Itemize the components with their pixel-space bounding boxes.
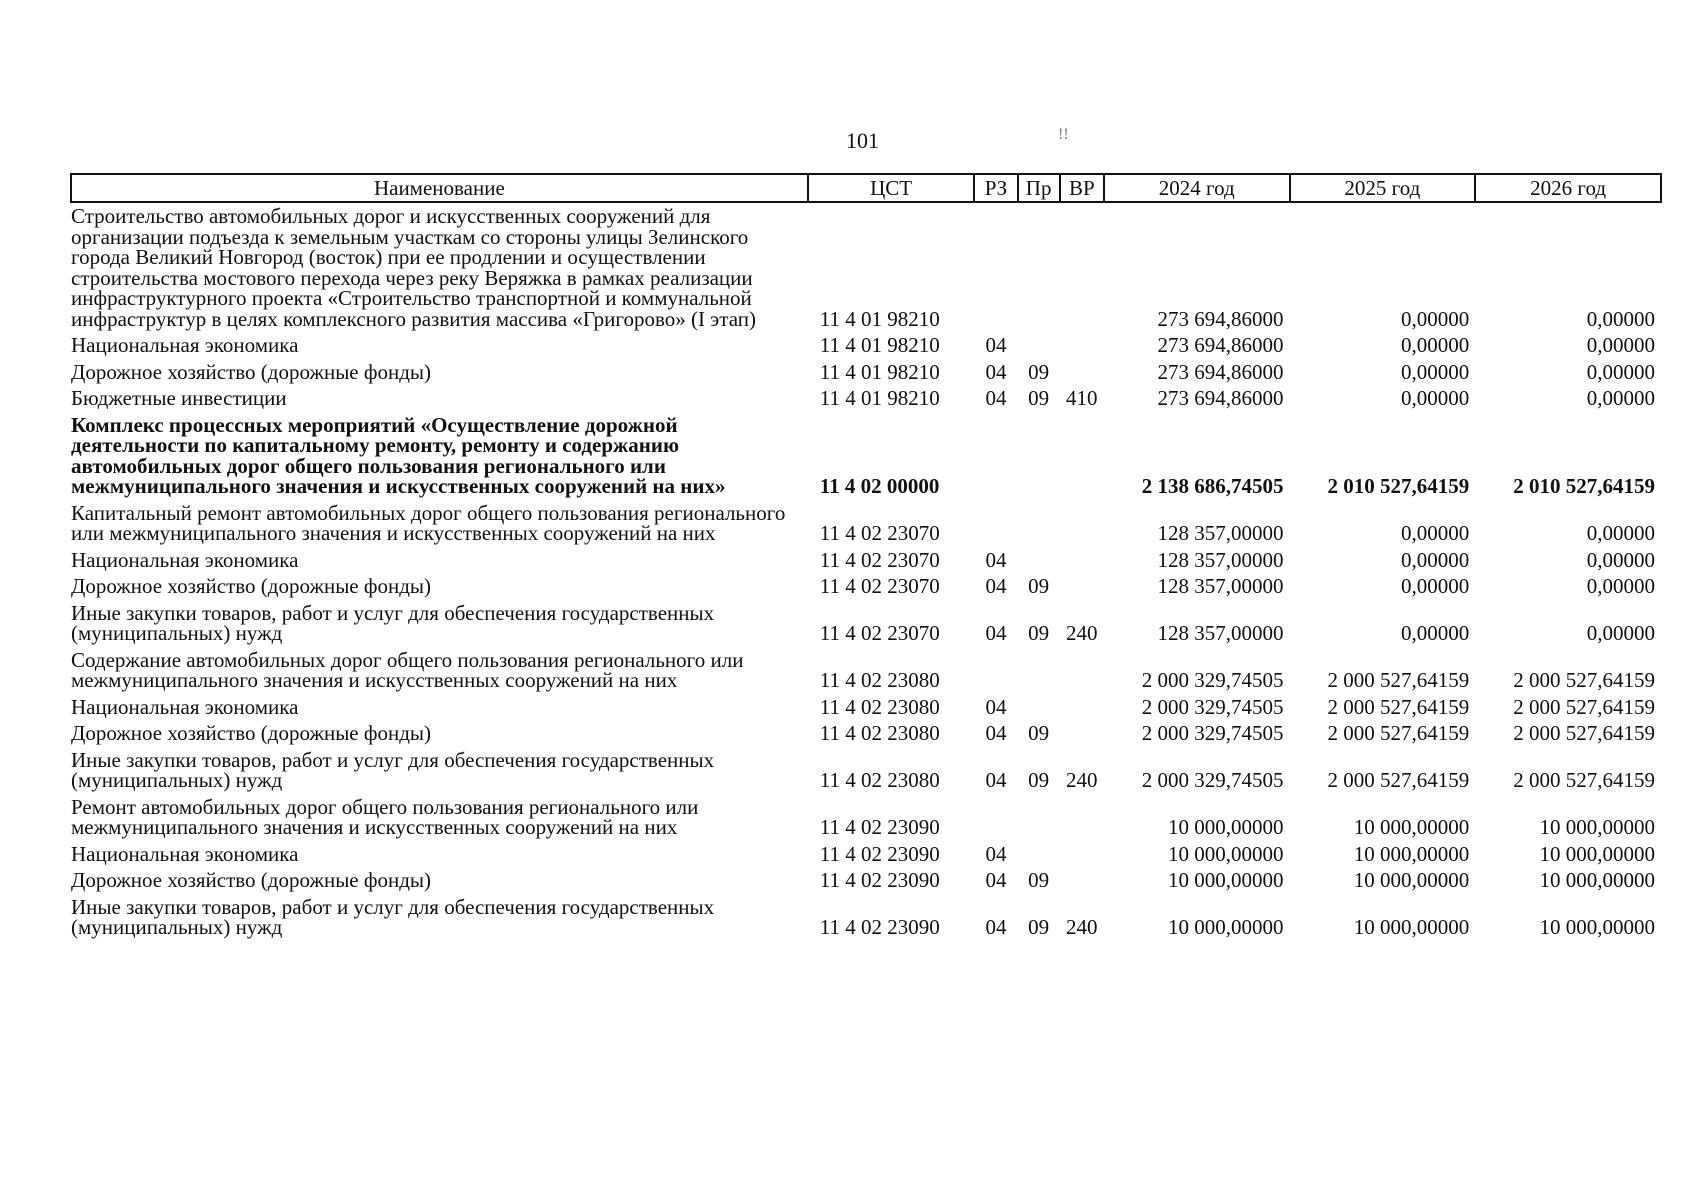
cell-2026: 10 000,00000 xyxy=(1539,841,1655,866)
cell-name: Иные закупки товаров, работ и услуг для обеспечения государственных (муниципальных) нужд xyxy=(71,747,715,792)
cell-rz: 04 xyxy=(985,359,1007,384)
page-mark: !! xyxy=(1058,126,1069,143)
budget-table xyxy=(70,173,1662,941)
header-vr: ВР xyxy=(1060,174,1104,202)
cell-name: Комплекс процессных мероприятий «Осуществление дорожной деятельности по капитальному ремонту, ремонту и содержанию автомобильных дорог общего пользования регионального или межмуниципального значения и искусственных сооружений на них» xyxy=(71,412,726,498)
cell-2024: 273 694,86000 xyxy=(1157,386,1284,410)
cell-2026: 0,00000 xyxy=(1586,333,1655,357)
cell-2026: 0,00000 xyxy=(1586,306,1655,331)
table-header xyxy=(71,174,1661,202)
table-row xyxy=(71,359,1661,386)
cell-pr: 09 xyxy=(1028,386,1050,410)
cell-vr xyxy=(1060,573,1104,600)
cell-name: Иные закупки товаров, работ и услуг для обеспечения государственных (муниципальных) нужд xyxy=(71,894,715,939)
cell-2026: 0,00000 xyxy=(1586,521,1655,545)
cell-2024: 2 000 329,74505 xyxy=(1141,768,1284,792)
cell-2025: 0,00000 xyxy=(1400,521,1470,545)
table-row xyxy=(71,747,1661,794)
cell-pr xyxy=(1018,841,1060,868)
cell-rz: 04 xyxy=(985,768,1007,792)
table-row xyxy=(71,573,1661,600)
cell-2026: 2 000 527,64159 xyxy=(1513,768,1655,792)
cell-vr xyxy=(1060,500,1104,547)
cell-rz xyxy=(974,794,1017,841)
cell-2025: 2 000 527,64159 xyxy=(1327,668,1470,692)
cell-2026: 10 000,00000 xyxy=(1539,915,1655,939)
cell-2026: 10 000,00000 xyxy=(1539,868,1655,892)
cell-2025: 0,00000 xyxy=(1400,621,1470,645)
cell-vr xyxy=(1060,694,1104,721)
header-2024: 2024 год xyxy=(1104,174,1290,202)
cell-vr xyxy=(1060,202,1104,332)
cell-name: Дорожное хозяйство (дорожные фонды) xyxy=(71,721,432,745)
table-row xyxy=(71,867,1661,894)
cell-2024: 128 357,00000 xyxy=(1157,621,1284,645)
cell-vr xyxy=(1060,794,1104,841)
cell-pr: 09 xyxy=(1028,915,1050,939)
cell-name: Бюджетные инвестиции xyxy=(71,386,287,410)
cell-2024: 2 000 329,74505 xyxy=(1141,668,1284,692)
cell-vr xyxy=(1060,359,1104,386)
table-row xyxy=(71,894,1661,941)
cell-pr: 09 xyxy=(1028,574,1050,598)
table-row xyxy=(71,720,1661,747)
cell-name: Национальная экономика xyxy=(71,841,299,866)
cell-2026: 0,00000 xyxy=(1586,621,1655,645)
cell-cst: 11 4 02 23090 xyxy=(819,915,940,939)
cell-rz xyxy=(974,500,1017,547)
cell-name: Иные закупки товаров, работ и услуг для обеспечения государственных (муниципальных) нужд xyxy=(71,600,715,645)
cell-name: Капитальный ремонт автомобильных дорог общего пользования регионального или межмуниципального значения и искусственных сооружений на них xyxy=(71,500,786,545)
cell-2024: 2 000 329,74505 xyxy=(1141,721,1284,745)
cell-2026: 2 000 527,64159 xyxy=(1513,694,1655,719)
cell-pr xyxy=(1018,332,1060,359)
cell-rz xyxy=(974,412,1017,500)
cell-vr xyxy=(1060,867,1104,894)
table-row xyxy=(71,841,1661,868)
cell-2024: 273 694,86000 xyxy=(1157,306,1284,331)
cell-name: Содержание автомобильных дорог общего пользования регионального или межмуниципального значения и искусственных сооружений на них xyxy=(71,647,744,692)
cell-vr xyxy=(1060,332,1104,359)
cell-vr xyxy=(1060,412,1104,500)
cell-cst: 11 4 01 98210 xyxy=(819,306,940,331)
cell-pr: 09 xyxy=(1028,359,1050,384)
cell-cst: 11 4 02 23090 xyxy=(819,815,940,839)
header-pr: Пр xyxy=(1018,174,1060,202)
cell-2026: 2 010 527,64159 xyxy=(1513,474,1655,498)
table-row xyxy=(71,332,1661,359)
table-row xyxy=(71,694,1661,721)
cell-2026: 2 000 527,64159 xyxy=(1513,721,1655,745)
table-row xyxy=(71,547,1661,574)
cell-cst: 11 4 02 23070 xyxy=(819,547,940,572)
table-row xyxy=(71,412,1661,500)
cell-2025: 2 010 527,64159 xyxy=(1327,474,1470,498)
cell-pr: 09 xyxy=(1028,868,1050,892)
cell-rz: 04 xyxy=(985,721,1007,745)
cell-vr xyxy=(1060,647,1104,694)
cell-2024: 273 694,86000 xyxy=(1157,333,1284,357)
cell-vr xyxy=(1060,841,1104,868)
cell-cst: 11 4 02 23080 xyxy=(819,668,940,692)
header-cst: ЦСТ xyxy=(808,174,975,202)
cell-2025: 10 000,00000 xyxy=(1353,815,1470,839)
cell-pr: 09 xyxy=(1028,721,1050,745)
table-header-row xyxy=(71,174,1661,202)
cell-2026: 0,00000 xyxy=(1586,386,1655,410)
table-body xyxy=(71,202,1661,941)
cell-rz: 04 xyxy=(985,694,1007,719)
cell-2024: 10 000,00000 xyxy=(1168,815,1284,839)
cell-2026: 10 000,00000 xyxy=(1539,815,1655,839)
cell-vr: 240 xyxy=(1066,915,1098,939)
cell-rz: 04 xyxy=(985,621,1007,645)
cell-rz: 04 xyxy=(985,574,1007,598)
cell-name: Национальная экономика xyxy=(71,547,299,572)
cell-2024: 128 357,00000 xyxy=(1157,574,1284,598)
cell-2025: 2 000 527,64159 xyxy=(1327,721,1470,745)
cell-rz xyxy=(974,647,1017,694)
table-row xyxy=(71,500,1661,547)
cell-pr xyxy=(1018,647,1060,694)
cell-name: Дорожное хозяйство (дорожные фонды) xyxy=(71,574,432,598)
cell-cst: 11 4 01 98210 xyxy=(819,333,940,357)
cell-name: Ремонт автомобильных дорог общего пользования регионального или межмуниципального значения и искусственных сооружений на них xyxy=(71,794,699,839)
header-rz: РЗ xyxy=(974,174,1017,202)
cell-vr xyxy=(1060,720,1104,747)
cell-2026: 2 000 527,64159 xyxy=(1513,668,1655,692)
cell-cst: 11 4 02 23080 xyxy=(819,694,940,719)
cell-name: Дорожное хозяйство (дорожные фонды) xyxy=(71,868,432,892)
header-name: Наименование xyxy=(71,174,808,202)
cell-cst: 11 4 02 23070 xyxy=(819,574,940,598)
cell-2025: 10 000,00000 xyxy=(1353,868,1470,892)
cell-cst: 11 4 01 98210 xyxy=(819,359,940,384)
cell-vr: 240 xyxy=(1066,768,1098,792)
cell-2025: 0,00000 xyxy=(1400,359,1470,384)
cell-2026: 0,00000 xyxy=(1586,574,1655,598)
table-row xyxy=(71,202,1661,332)
cell-2024: 10 000,00000 xyxy=(1168,868,1284,892)
cell-2025: 0,00000 xyxy=(1400,333,1470,357)
cell-2025: 10 000,00000 xyxy=(1353,841,1470,866)
cell-2025: 0,00000 xyxy=(1400,547,1470,572)
cell-name: Дорожное хозяйство (дорожные фонды) xyxy=(71,359,432,384)
cell-2026: 0,00000 xyxy=(1586,547,1655,572)
cell-2026: 0,00000 xyxy=(1586,359,1655,384)
cell-rz: 04 xyxy=(985,841,1007,866)
table-row xyxy=(71,647,1661,694)
cell-name: Строительство автомобильных дорог и искусственных сооружений для организации подъезда к земельным участкам со стороны улицы Зелинского города Великий Новгород (восток) при ее продлении и осуществлении строительства мостового перехода через реку Веряжка в рамках реализации инфраструктурного проекта «Строительство транспортной и коммунальной инфраструктур в целях комплексного развития массива «Григорово» (I этап) xyxy=(71,204,756,331)
cell-pr xyxy=(1018,500,1060,547)
header-2025: 2025 год xyxy=(1290,174,1476,202)
cell-rz: 04 xyxy=(985,386,1007,410)
cell-rz: 04 xyxy=(985,915,1007,939)
cell-2024: 2 000 329,74505 xyxy=(1141,694,1284,719)
cell-pr: 09 xyxy=(1028,621,1050,645)
cell-cst: 11 4 02 23090 xyxy=(819,868,940,892)
cell-pr xyxy=(1018,794,1060,841)
cell-pr xyxy=(1018,547,1060,574)
cell-2025: 10 000,00000 xyxy=(1353,915,1470,939)
cell-name: Национальная экономика xyxy=(71,333,299,357)
cell-2024: 128 357,00000 xyxy=(1157,547,1284,572)
cell-2024: 128 357,00000 xyxy=(1157,521,1284,545)
cell-2025: 0,00000 xyxy=(1400,306,1470,331)
cell-name: Национальная экономика xyxy=(71,694,299,719)
cell-cst: 11 4 02 23080 xyxy=(819,721,940,745)
cell-2024: 273 694,86000 xyxy=(1157,359,1284,384)
cell-pr xyxy=(1018,202,1060,332)
cell-rz: 04 xyxy=(985,333,1007,357)
cell-cst: 11 4 02 23070 xyxy=(819,521,940,545)
cell-rz: 04 xyxy=(985,547,1007,572)
cell-rz: 04 xyxy=(985,868,1007,892)
cell-cst: 11 4 02 23080 xyxy=(819,768,940,792)
table-row xyxy=(71,600,1661,647)
table-row xyxy=(71,385,1661,412)
cell-pr xyxy=(1018,694,1060,721)
cell-vr: 240 xyxy=(1066,621,1098,645)
cell-2025: 2 000 527,64159 xyxy=(1327,694,1470,719)
cell-vr: 410 xyxy=(1066,386,1098,410)
cell-cst: 11 4 02 23090 xyxy=(819,841,940,866)
header-2026: 2026 год xyxy=(1475,174,1661,202)
cell-vr xyxy=(1060,547,1104,574)
page-number: 101 xyxy=(846,128,879,153)
cell-pr xyxy=(1018,412,1060,500)
cell-2025: 2 000 527,64159 xyxy=(1327,768,1470,792)
table-row xyxy=(71,794,1661,841)
cell-2024: 10 000,00000 xyxy=(1168,915,1284,939)
cell-cst: 11 4 02 00000 xyxy=(819,474,940,498)
cell-rz xyxy=(974,202,1017,332)
cell-2024: 10 000,00000 xyxy=(1168,841,1284,866)
cell-2025: 0,00000 xyxy=(1400,574,1470,598)
cell-pr: 09 xyxy=(1028,768,1050,792)
cell-2024: 2 138 686,74505 xyxy=(1141,474,1284,498)
cell-2025: 0,00000 xyxy=(1400,386,1470,410)
cell-cst: 11 4 02 23070 xyxy=(819,621,940,645)
cell-cst: 11 4 01 98210 xyxy=(819,386,940,410)
